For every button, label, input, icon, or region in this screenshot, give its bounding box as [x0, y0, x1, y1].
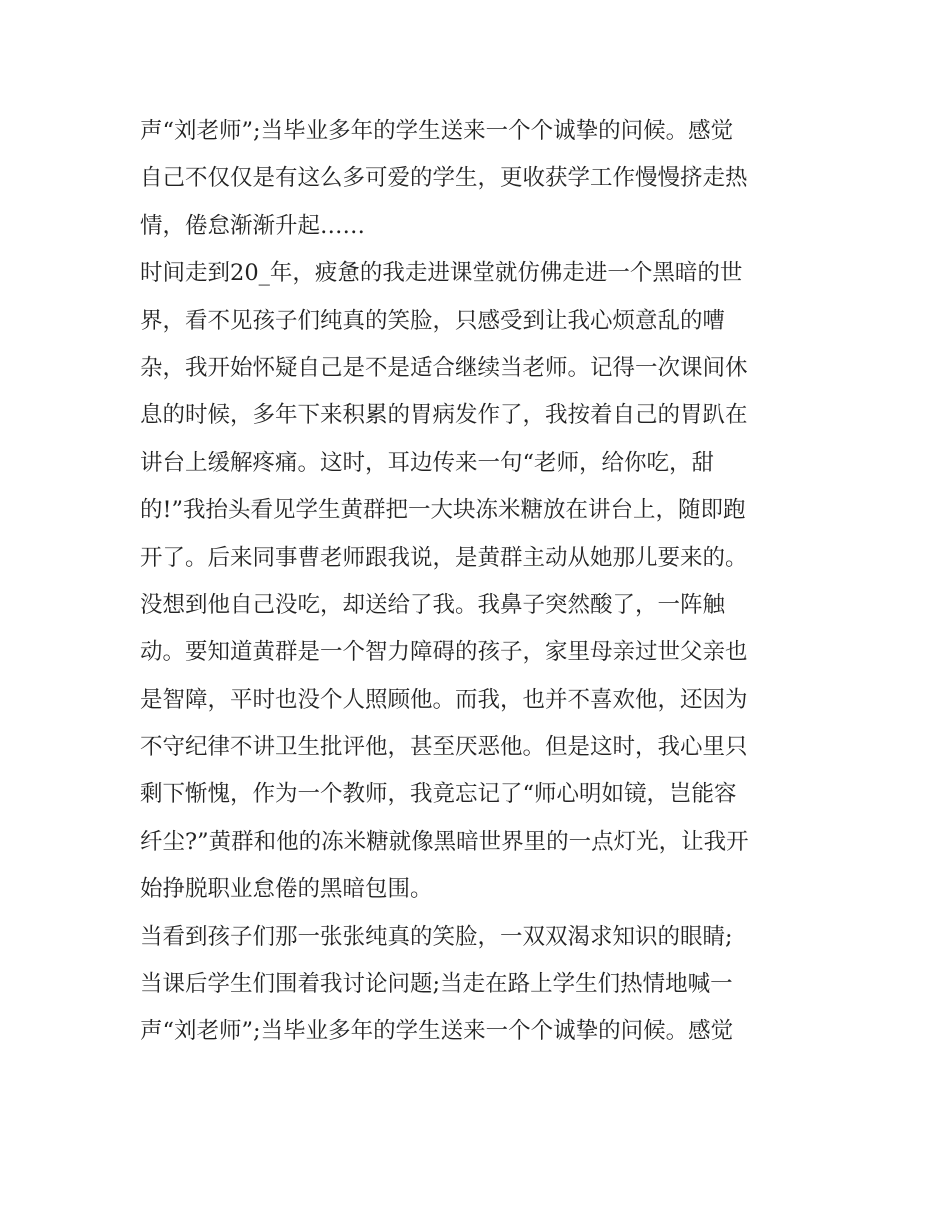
- text-line: 纤尘?”黄群和他的冻米糖就像黑暗世界里的一点灯光，让我开: [140, 828, 749, 855]
- text-line: 是智障，平时也没个人照顾他。而我，也并不喜欢他，还因为: [140, 686, 748, 713]
- text-line: 时间走到20_年，疲惫的我走进课堂就仿佛走进一个黑暗的世: [140, 260, 743, 287]
- text-line: 自己不仅仅是有这么多可爱的学生，更收获学工作慢慢挤走热: [140, 165, 748, 192]
- text-line: 开了。后来同事曹老师跟我说，是黄群主动从她那儿要来的。: [140, 544, 748, 571]
- text-line: 情，倦怠渐渐升起……: [140, 212, 366, 239]
- text-line: 剩下惭愧，作为一个教师，我竟忘记了“师心明如镜，岂能容: [140, 781, 737, 808]
- text-line: 动。要知道黄群是一个智力障碍的孩子，家里母亲过世父亲也: [140, 639, 748, 666]
- text-line: 的!”我抬头看见学生黄群把一大块冻米糖放在讲台上，随即跑: [140, 497, 746, 524]
- text-line: 不守纪律不讲卫生批评他，甚至厌恶他。但是这时，我心里只: [140, 734, 748, 761]
- text-line: 当课后学生们围着我讨论问题;当走在路上学生们热情地喊一: [140, 971, 733, 998]
- text-line: 没想到他自己没吃，却送给了我。我鼻子突然酸了，一阵触: [140, 591, 726, 618]
- text-line: 息的时候，多年下来积累的胃病发作了，我按着自己的胃趴在: [140, 402, 748, 429]
- body-text: [140, 108, 820, 1056]
- text-line: 界，看不见孩子们纯真的笑脸，只感受到让我心烦意乱的嘈: [140, 307, 726, 334]
- text-line: 当看到孩子们那一张张纯真的笑脸，一双双渴求知识的眼睛;: [140, 923, 733, 950]
- text-line: 始挣脱职业怠倦的黑暗包围。: [140, 876, 433, 903]
- text-line: 讲台上缓解疼痛。这时，耳边传来一句“老师，给你吃，甜: [140, 449, 715, 476]
- text-line: 杂，我开始怀疑自己是不是适合继续当老师。记得一次课间休: [140, 354, 748, 381]
- text-line: 声“刘老师”;当毕业多年的学生送来一个个诚挚的问候。感觉: [140, 1018, 734, 1045]
- text-line: 声“刘老师”;当毕业多年的学生送来一个个诚挚的问候。感觉: [140, 118, 734, 144]
